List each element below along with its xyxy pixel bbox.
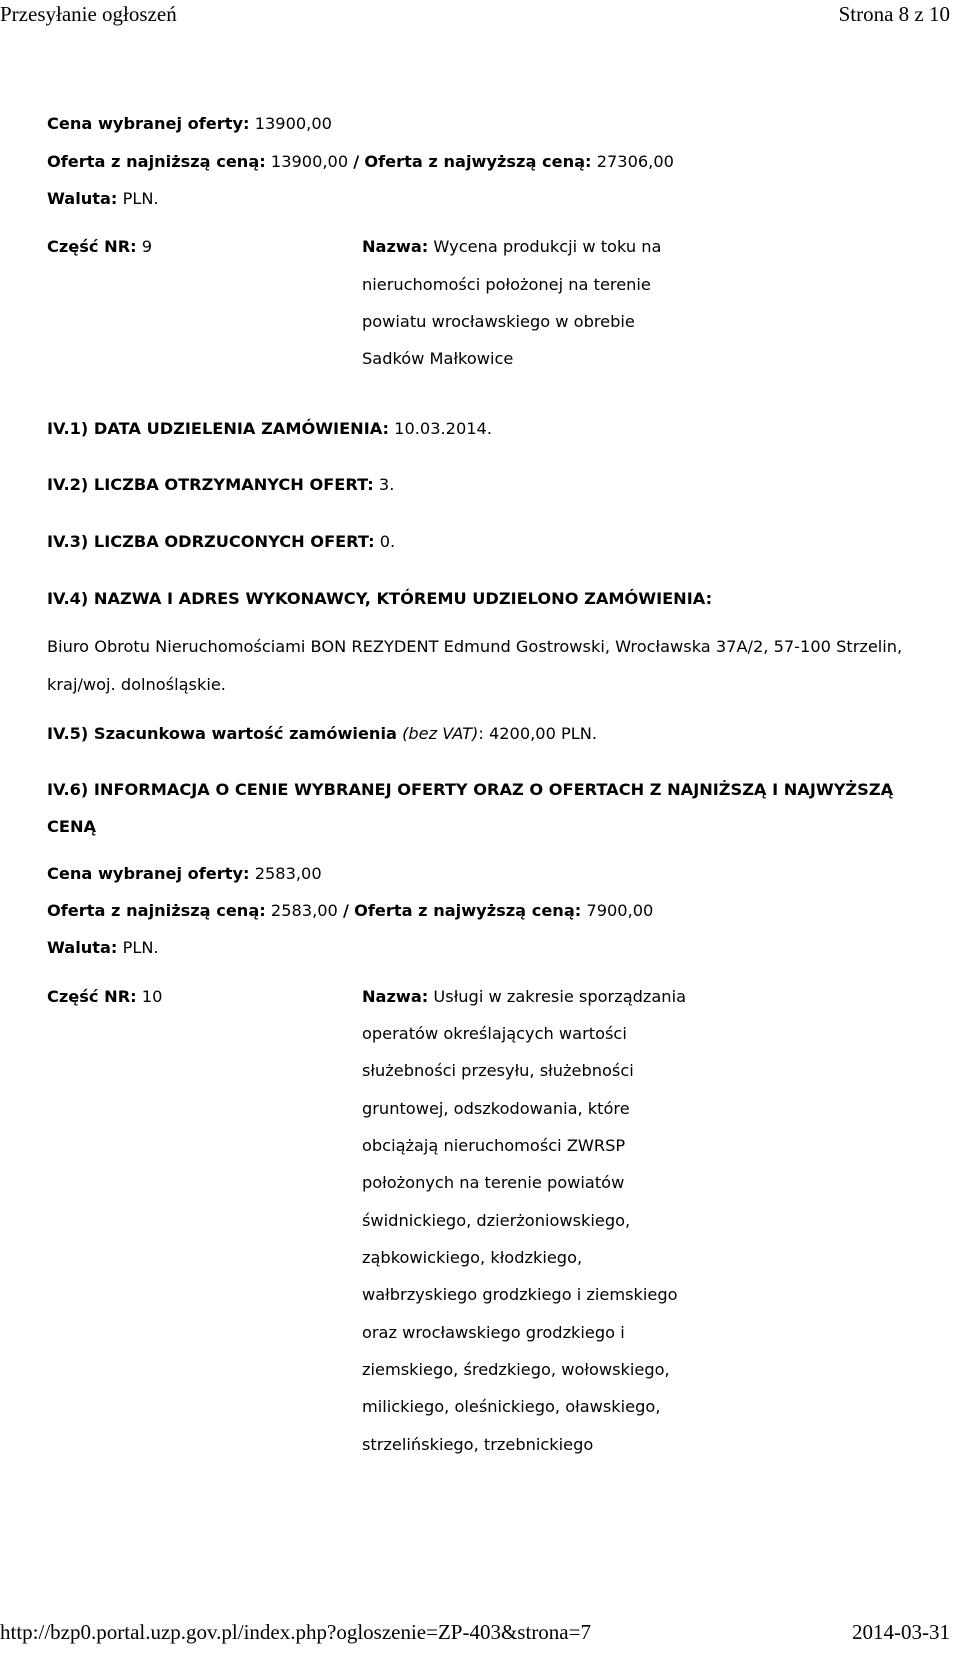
contractor-address-line: Biuro Obrotu Nieruchomościami BON REZYDENT Edmund Gostrowski, Wrocławska 37A/2, 57-100 Strzelin, [47, 637, 903, 656]
part-name-line: położonych na terenie powiatów [362, 1173, 625, 1192]
offers-rejected-value: 0. [379, 532, 396, 551]
part-name-label: Nazwa: [362, 987, 429, 1006]
part-name-line: wałbrzyskiego grodzkiego i ziemskiego [362, 1285, 678, 1304]
currency-value: PLN. [122, 938, 159, 957]
part-name-line: strzelińskiego, trzebnickiego [362, 1435, 594, 1454]
award-date-label: IV.1) DATA UDZIELENIA ZAMÓWIENIA: [47, 419, 390, 438]
award-date-value: 10.03.2014. [394, 419, 493, 438]
price-separator: / [353, 152, 360, 171]
price-separator: / [343, 901, 349, 920]
part-number-label: Część NR: [47, 987, 137, 1006]
part-name-line: milickiego, oleśnickiego, oławskiego, [362, 1397, 661, 1416]
part-name-line: gruntowej, odszkodowania, które [362, 1099, 630, 1118]
lowest-offer-value: 13900,00 [270, 152, 349, 171]
price-range [47, 901, 653, 921]
part-name-line: operatów określających wartości [362, 1024, 627, 1043]
estimated-value [47, 724, 597, 744]
award-date [47, 419, 492, 439]
contractor-address-line: kraj/woj. dolnośląskie. [47, 675, 226, 694]
part-name-line [362, 987, 686, 1007]
part-number-value: 9 [141, 237, 153, 256]
part-name-line: ząbkowickiego, kłodzkiego, [362, 1248, 583, 1267]
offers-rejected [47, 532, 395, 552]
part-number [47, 237, 152, 257]
part-number-label: Część NR: [47, 237, 137, 256]
part-name-text: Wycena produkcji w toku na [433, 237, 662, 256]
part-name-line: Sadków Małkowice [362, 349, 514, 368]
estimated-value-note: (bez VAT) [402, 724, 479, 743]
page-number: Strona 8 z 10 [838, 2, 950, 26]
lowest-offer-label: Oferta z najniższą ceną: [47, 152, 266, 171]
price-info-heading: IV.6) INFORMACJA O CENIE WYBRANEJ OFERTY ORAZ O OFERTACH Z NAJNIŻSZĄ I NAJWYŻSZĄ [47, 780, 894, 799]
page-header-title: Przesyłanie ogłoszeń [0, 2, 177, 26]
part-name-line: świdnickiego, dzierżoniowskiego, [362, 1211, 631, 1230]
highest-offer-value: 7900,00 [586, 901, 654, 920]
currency-label: Waluta: [47, 189, 118, 208]
selected-offer-label: Cena wybranej oferty: [47, 114, 250, 133]
lowest-offer-value: 2583,00 [270, 901, 338, 920]
part-name-line: obciążają nieruchomości ZWRSP [362, 1136, 626, 1155]
part-name-line: ziemskiego, średzkiego, wołowskiego, [362, 1360, 670, 1379]
part-name-label: Nazwa: [362, 237, 429, 256]
estimated-value-amount: : 4200,00 PLN. [478, 724, 598, 743]
offers-received-label: IV.2) LICZBA OTRZYMANYCH OFERT: [47, 475, 374, 494]
part-name-line: powiatu wrocławskiego w obrebie [362, 312, 635, 331]
part-name-line: nieruchomości położonej na terenie [362, 275, 651, 294]
currency-value: PLN. [122, 189, 159, 208]
part-name-line: oraz wrocławskiego grodzkiego i [362, 1323, 625, 1342]
highest-offer-label: Oferta z najwyższą ceną: [354, 901, 582, 920]
price-info-heading: CENĄ [47, 817, 97, 836]
currency [47, 189, 159, 209]
part-number [47, 987, 162, 1007]
part-name-text: Usługi w zakresie sporządzania [433, 987, 686, 1006]
offers-rejected-label: IV.3) LICZBA ODRZUCONYCH OFERT: [47, 532, 375, 551]
footer-date: 2014-03-31 [852, 1620, 950, 1644]
selected-offer-price [47, 864, 322, 884]
part-number-value: 10 [141, 987, 163, 1006]
currency-label: Waluta: [47, 938, 118, 957]
estimated-value-label: IV.5) Szacunkowa wartość zamówienia [47, 724, 397, 743]
contractor-heading: IV.4) NAZWA I ADRES WYKONAWCY, KTÓREMU UDZIELONO ZAMÓWIENIA: [47, 589, 713, 608]
selected-offer-value: 2583,00 [254, 864, 322, 883]
offers-received [47, 475, 394, 495]
offers-received-value: 3. [378, 475, 395, 494]
footer-url[interactable]: http://bzp0.portal.uzp.gov.pl/index.php?ogloszenie=ZP-403&strona=7 [0, 1620, 591, 1644]
highest-offer-value: 27306,00 [596, 152, 674, 171]
selected-offer-value: 13900,00 [254, 114, 332, 133]
currency [47, 938, 159, 958]
price-range [47, 152, 674, 172]
part-name-line: służebności przesyłu, służebności [362, 1061, 634, 1080]
selected-offer-label: Cena wybranej oferty: [47, 864, 250, 883]
selected-offer-price [47, 114, 332, 134]
part-name-line [362, 237, 661, 257]
lowest-offer-label: Oferta z najniższą ceną: [47, 901, 266, 920]
highest-offer-label: Oferta z najwyższą ceną: [364, 152, 592, 171]
